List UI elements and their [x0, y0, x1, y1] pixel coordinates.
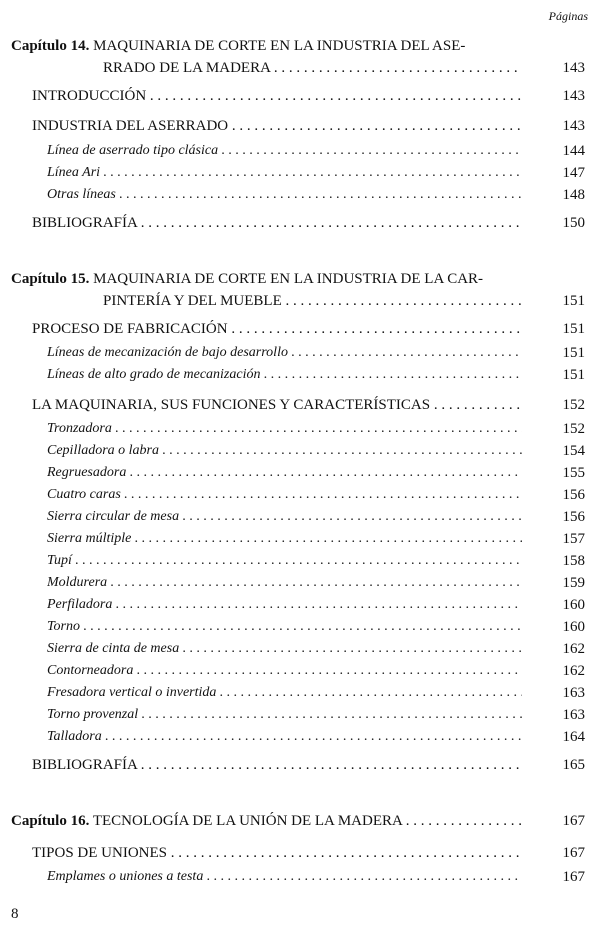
page-ref: 151 [562, 321, 585, 337]
toc-entry[interactable] [0, 440, 600, 462]
entry-title: Perfiladora . . . [47, 594, 522, 616]
page-ref: 167 [562, 813, 585, 829]
chapter-heading [11, 810, 522, 832]
page-ref: 148 [562, 187, 585, 203]
toc-entry[interactable] [0, 682, 600, 704]
entry-title: BIBLIOGRAFÍA . . . [32, 754, 522, 776]
page-ref: 162 [562, 663, 585, 679]
toc-entry[interactable] [0, 212, 600, 234]
toc-entry[interactable] [0, 810, 600, 832]
page-number: 8 [11, 906, 19, 922]
page-ref: 152 [562, 421, 585, 437]
toc-entry[interactable] [0, 866, 600, 888]
page-ref: 151 [562, 345, 585, 361]
page-ref: 151 [562, 367, 585, 383]
chapter-title-line: TECNOLOGÍA DE LA UNIÓN DE LA MADERA [92, 813, 402, 829]
chapter-heading [11, 35, 531, 57]
toc-entry[interactable] [0, 660, 600, 682]
toc-entry[interactable] [0, 462, 600, 484]
page-ref: 156 [562, 487, 585, 503]
entry-title: BIBLIOGRAFÍA . . . [32, 212, 522, 234]
pages-column-header: Páginas [548, 9, 588, 23]
toc-entry[interactable] [0, 506, 600, 528]
page-ref: 165 [562, 757, 585, 773]
entry-title: Sierra múltiple . . . [47, 528, 522, 550]
entry-title: Línea de aserrado tipo clásica . . . [47, 140, 522, 162]
page-ref: 144 [562, 143, 585, 159]
toc-entry[interactable] [0, 638, 600, 660]
page-ref: 160 [562, 619, 585, 635]
entry-title: Torno . . . [47, 616, 522, 638]
entry-title: Línea Ari . . . [47, 162, 522, 184]
page-ref: 162 [562, 641, 585, 657]
entry-title: INTRODUCCIÓN . . . [32, 85, 522, 107]
toc-entry[interactable] [0, 616, 600, 638]
toc-entry[interactable] [0, 594, 600, 616]
entry-title: Regruesadora . . . [47, 462, 522, 484]
page-ref: 156 [562, 509, 585, 525]
page-ref: 150 [562, 215, 585, 231]
page-ref: 143 [562, 88, 585, 104]
entry-title: Líneas de mecanización de bajo desarrollo . . . [47, 342, 522, 364]
toc-entry[interactable] [0, 754, 600, 776]
toc-entry[interactable] [0, 842, 600, 864]
page-ref: 151 [562, 293, 585, 309]
entry-title: Cepilladora o labra . . . [47, 440, 522, 462]
entry-title: Fresadora vertical o invertida . . . [47, 682, 522, 704]
chapter-title-line: PINTERÍA Y DEL MUEBLE . . . [103, 290, 522, 312]
toc-entry[interactable] [0, 140, 600, 162]
entry-title: LA MAQUINARIA, SUS FUNCIONES Y CARACTERÍSTICAS . . . [32, 394, 522, 416]
entry-title: Torno provenzal . . . [47, 704, 522, 726]
entry-title: INDUSTRIA DEL ASERRADO . . . [32, 115, 522, 137]
page-ref: 167 [562, 869, 585, 885]
page-ref: 167 [562, 845, 585, 861]
page-ref: 163 [562, 707, 585, 723]
page-ref: 163 [562, 685, 585, 701]
page-ref: 159 [562, 575, 585, 591]
page-ref: 157 [562, 531, 585, 547]
chapter-title-line: MAQUINARIA DE CORTE EN LA INDUSTRIA DE LA CAR- [93, 271, 484, 287]
page-ref: 155 [562, 465, 585, 481]
entry-title: Moldurera . . . [47, 572, 522, 594]
toc-entry[interactable] [0, 418, 600, 440]
chapter-label: Capítulo 16. [11, 813, 90, 829]
toc-entry[interactable] [0, 484, 600, 506]
toc-entry[interactable] [0, 550, 600, 572]
entry-title: Contorneadora . . . [47, 660, 522, 682]
toc-entry[interactable] [0, 184, 600, 206]
entry-title: PROCESO DE FABRICACIÓN . . . [32, 318, 522, 340]
chapter-label: Capítulo 14. [11, 38, 90, 54]
chapter-title-line: RRADO DE LA MADERA . . . [103, 57, 522, 79]
toc-entry[interactable] [0, 528, 600, 550]
page-ref: 143 [562, 118, 585, 134]
page-ref: 164 [562, 729, 585, 745]
page-ref: 152 [562, 397, 585, 413]
entry-title: Tronzadora . . . [47, 418, 522, 440]
toc-entry[interactable] [0, 572, 600, 594]
entry-title: TIPOS DE UNIONES . . . [32, 842, 522, 864]
toc-entry[interactable] [0, 85, 600, 107]
chapter-heading [11, 268, 531, 290]
page-ref: 147 [562, 165, 585, 181]
entry-title: Líneas de alto grado de mecanización . . . [47, 364, 522, 386]
entry-title: Otras líneas . . . [47, 184, 522, 206]
chapter-title-line: MAQUINARIA DE CORTE EN LA INDUSTRIA DEL ASE- [93, 38, 466, 54]
page-ref: 158 [562, 553, 585, 569]
entry-title: Talladora . . . [47, 726, 522, 748]
page-ref: 154 [562, 443, 585, 459]
toc-entry[interactable] [0, 364, 600, 386]
toc-entry[interactable] [0, 318, 600, 340]
entry-title: Sierra circular de mesa . . . [47, 506, 522, 528]
page-ref: 143 [562, 60, 585, 76]
toc-entry[interactable] [0, 704, 600, 726]
page-ref: 160 [562, 597, 585, 613]
toc-entry[interactable] [0, 726, 600, 748]
entry-title: Tupí . . . [47, 550, 522, 572]
toc-entry[interactable] [0, 290, 600, 312]
toc-entry[interactable] [0, 394, 600, 416]
chapter-label: Capítulo 15. [11, 271, 90, 287]
entry-title: Sierra de cinta de mesa . . . [47, 638, 522, 660]
toc-entry[interactable] [0, 342, 600, 364]
entry-title: Cuatro caras . . . [47, 484, 522, 506]
toc-entry[interactable] [0, 57, 600, 79]
entry-title: Emplames o uniones a testa . . . [47, 866, 522, 888]
toc-entry[interactable] [0, 162, 600, 184]
toc-entry[interactable] [0, 115, 600, 137]
